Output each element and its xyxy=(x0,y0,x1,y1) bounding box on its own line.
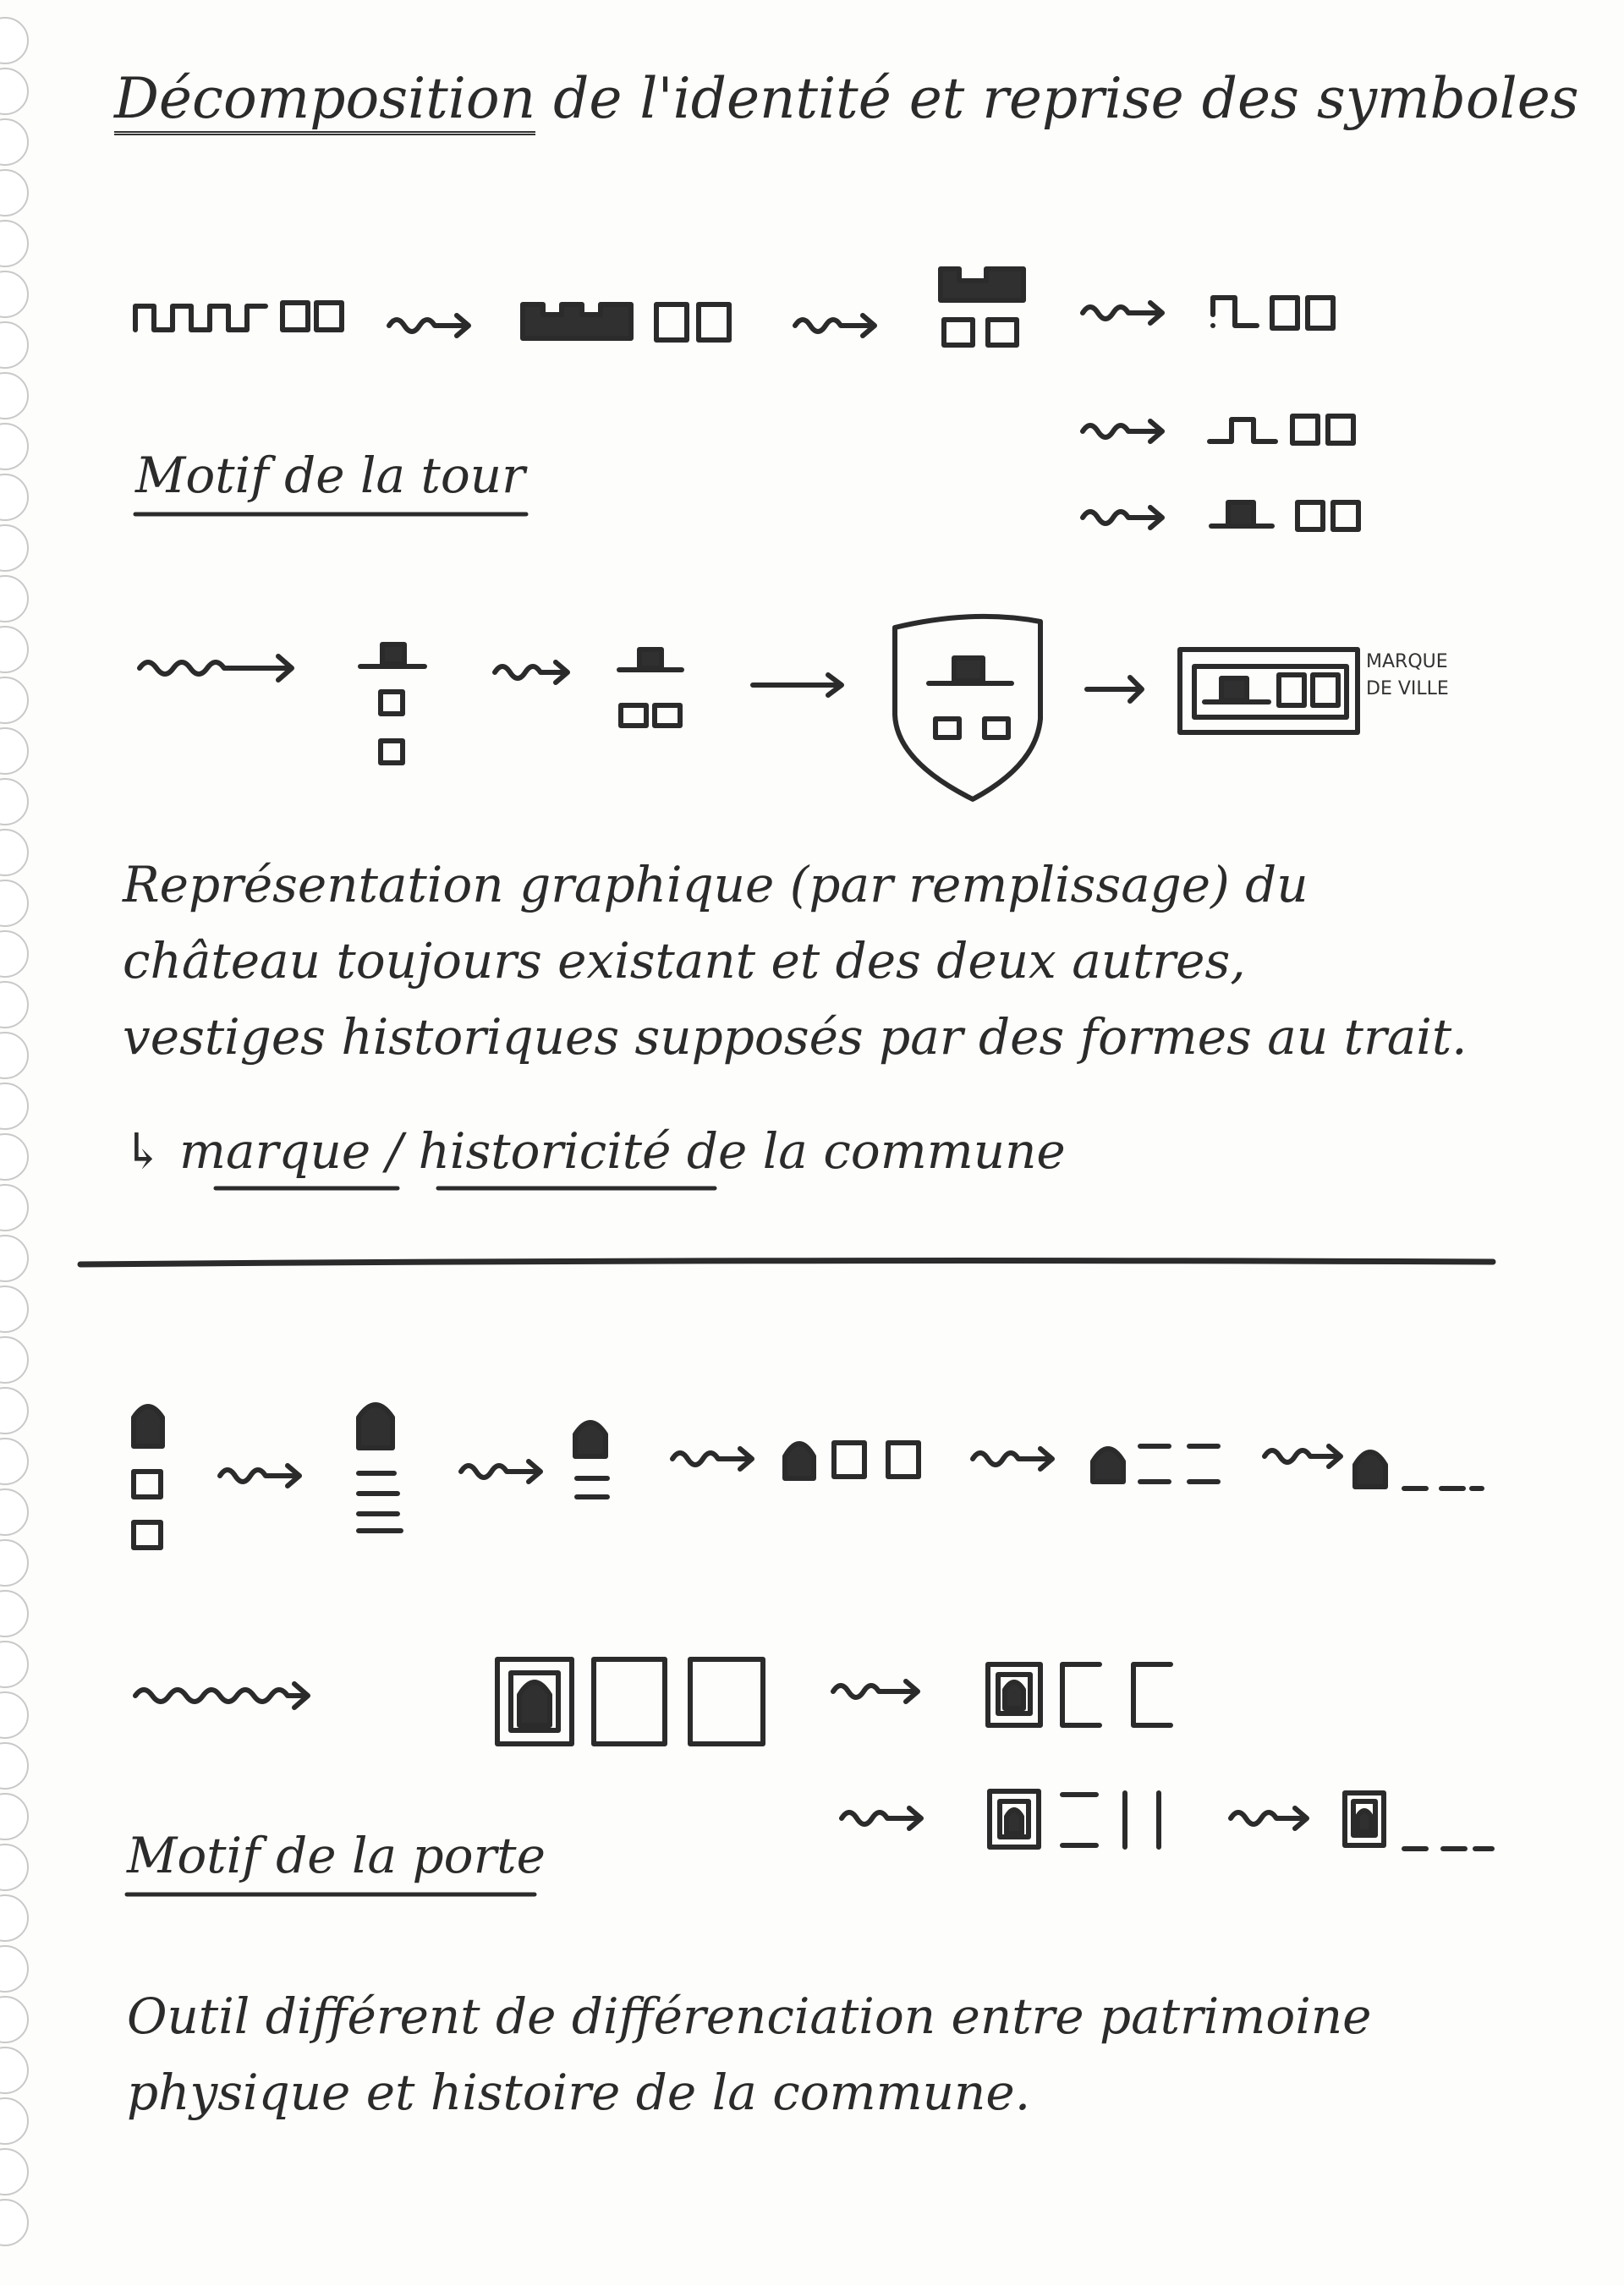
door-filled-icon xyxy=(1007,1810,1022,1834)
section-divider xyxy=(80,1261,1493,1264)
square-icon xyxy=(316,303,342,330)
conclusion-separator: / xyxy=(386,1122,403,1180)
door-paragraph-line-2: physique et histoire de la commune. xyxy=(127,2064,1031,2121)
square-icon xyxy=(1292,416,1318,443)
town-mark-label-line2: DE VILLE xyxy=(1366,678,1449,699)
tower-paragraph-line-3: vestiges historiques supposés par des formes au trait. xyxy=(123,1008,1468,1066)
square-icon xyxy=(134,1522,161,1548)
door-filled-icon xyxy=(134,1406,162,1446)
square-icon xyxy=(834,1443,864,1477)
squiggle-arrow-icon xyxy=(672,1449,752,1469)
square-icon xyxy=(1328,416,1353,443)
conclusion-term-marque: marque xyxy=(179,1122,371,1180)
town-mark-frame xyxy=(1180,650,1358,732)
door-paragraph-line-1: Outil différent de différenciation entre patrimoine xyxy=(127,1987,1372,2045)
tower-small-filled-icon xyxy=(382,644,404,664)
arrow-icon xyxy=(1087,677,1142,701)
square-icon xyxy=(1313,675,1338,705)
tower-motif-label: Motif de la tour xyxy=(135,447,525,504)
square-icon xyxy=(621,705,646,726)
bracket-icon xyxy=(1062,1664,1100,1725)
square-icon xyxy=(690,1659,763,1744)
tower-step-outline-icon xyxy=(1213,298,1257,326)
conclusion-term-historicite: historicité xyxy=(418,1122,672,1180)
squiggle-arrow-icon xyxy=(973,1449,1052,1469)
lines-icon xyxy=(359,1473,401,1531)
door-filled-icon xyxy=(575,1423,606,1456)
door-filled-icon xyxy=(1093,1449,1123,1482)
door-filled-icon xyxy=(359,1405,392,1448)
square-icon xyxy=(985,719,1008,737)
tower-alternative-row-3 xyxy=(1083,502,1358,529)
squiggle-arrow-icon xyxy=(495,662,568,683)
squiggle-arrow-icon xyxy=(1083,421,1162,441)
door-filled-icon xyxy=(1005,1682,1023,1708)
town-mark-label-line1: MARQUE xyxy=(1366,651,1448,672)
square-icon xyxy=(594,1659,665,1744)
square-icon xyxy=(381,692,403,714)
tower-stack-filled-icon xyxy=(941,269,1023,300)
door-filled-icon xyxy=(1358,1811,1371,1832)
door-filled-icon xyxy=(785,1444,814,1478)
squiggle-arrow-icon xyxy=(842,1808,921,1828)
door-sequence-row-1 xyxy=(134,1405,1482,1548)
crenellation-outline-icon xyxy=(135,306,266,330)
return-arrow-icon: ↳ xyxy=(123,1122,164,1180)
bracket-icon xyxy=(1133,1664,1171,1725)
square-icon xyxy=(1279,675,1304,705)
crenellation-filled-icon xyxy=(523,304,631,338)
squiggle-arrow-icon xyxy=(833,1681,918,1702)
square-icon xyxy=(888,1443,919,1477)
title-rest: de l'identité et reprise des symboles xyxy=(553,66,1579,131)
squiggle-arrow-icon xyxy=(135,1684,308,1708)
squiggle-arrow-icon xyxy=(220,1466,299,1486)
tower-small-filled-icon xyxy=(639,650,661,668)
door-sequence-row-3 xyxy=(842,1791,1492,1849)
squiggle-arrow-icon xyxy=(389,315,469,336)
tower-paragraph-line-2: château toujours existant et des deux autres, xyxy=(123,932,1246,990)
square-icon xyxy=(1333,502,1358,529)
square-icon xyxy=(1308,298,1333,328)
bar-icon xyxy=(1125,1793,1159,1847)
square-icon xyxy=(134,1472,161,1497)
door-motif-label: Motif de la porte xyxy=(127,1827,546,1884)
tower-filled-icon xyxy=(1221,678,1247,700)
crenel-outline-icon xyxy=(1210,419,1276,441)
squiggle-arrow-icon xyxy=(1265,1446,1341,1466)
conclusion-rest: de la commune xyxy=(686,1122,1066,1180)
squiggle-arrow-icon xyxy=(1083,507,1162,528)
squiggle-arrow-icon xyxy=(1231,1808,1307,1828)
shield-outline-icon xyxy=(895,617,1040,799)
square-icon xyxy=(381,741,403,763)
dashes-icon xyxy=(1140,1446,1218,1482)
tower-filled-icon xyxy=(1228,502,1254,526)
squiggle-arrow-icon xyxy=(1083,303,1162,323)
square-icon xyxy=(988,320,1017,345)
tower-paragraph-line-1: Représentation graphique (par remplissage) du xyxy=(123,856,1309,913)
lines-icon xyxy=(577,1478,607,1497)
tower-conclusion xyxy=(123,1112,1066,1190)
door-filled-icon xyxy=(519,1682,550,1725)
title-underlined-word: Décomposition xyxy=(114,66,535,135)
square-icon xyxy=(1298,502,1323,529)
tower-sequence-row-1 xyxy=(135,269,1333,345)
dashes-icon xyxy=(1062,1795,1096,1845)
tower-shield-filled-icon xyxy=(954,658,983,681)
square-icon xyxy=(1272,298,1298,328)
tower-sequence-row-4 xyxy=(140,617,1358,799)
square-icon xyxy=(944,320,973,345)
squiggle-arrow-icon xyxy=(461,1461,540,1482)
square-icon xyxy=(283,303,308,330)
squiggle-arrow-icon xyxy=(140,656,292,680)
arrow-icon xyxy=(753,675,842,695)
door-sequence-row-2 xyxy=(135,1659,1171,1744)
door-filled-icon xyxy=(1355,1452,1385,1487)
squiggle-arrow-icon xyxy=(795,315,875,336)
square-icon xyxy=(656,304,687,340)
tower-alternative-row-2 xyxy=(1083,416,1353,443)
square-icon xyxy=(935,719,959,737)
square-icon xyxy=(655,705,680,726)
square-icon xyxy=(699,304,729,340)
